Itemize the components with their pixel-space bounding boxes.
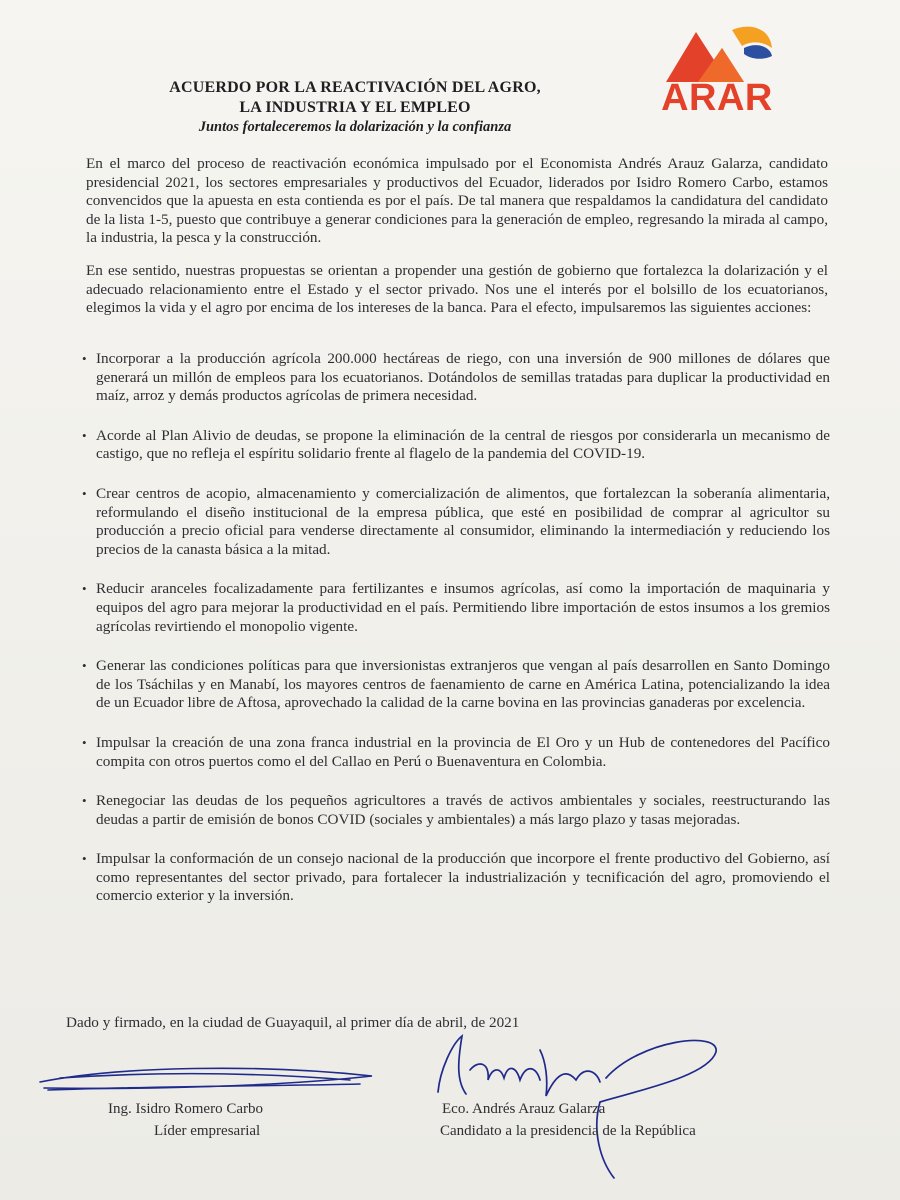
action-text: Incorporar a la producción agrícola 200.000 hectáreas de riego, con una inversión de 900 millones de dólares que generará un millón de empleos para los ecuatorianos. Dotándolos de semillas tratadas para duplicar la productividad en maíz, arroz y demás productos agrícolas de primera necesidad. <box>96 350 830 405</box>
action-text: Crear centros de acopio, almacenamiento y comercialización de alimentos, que fortalezcan la soberanía alimentaria, reformulando el diseño institucional de la empresa pública, que esté en posibilidad de comprar al agricultor su producción a precio oficial para venderse directamente al consumidor, eliminando la intermediación y reduciendo los precios de la canasta básica a la mitad. <box>96 484 830 558</box>
list-item <box>60 580 830 636</box>
intro-paragraph: En el marco del proceso de reactivación económica impulsado por el Economista Andrés Arauz Galarza, candidato presidencial 2021, los sectores empresariales y productivos del Ecuador, liderados por Isidro Romero Carbo, estamos convencidos que la apuesta en esta contienda es por el país. De tal manera que respaldamos la candidatura del candidato de la lista 1-5, puesto que contribuye a generar condiciones para la generación de empleo, regresando la mirada al campo, la industria, la pesca y la construcción. <box>86 155 828 247</box>
action-text: Acorde al Plan Alivio de deudas, se propone la eliminación de la central de riesgos por considerarla un mecanismo de castigo, que no refleja el espíritu solidario frente al flagelo de la pandemia del COVID-19. <box>96 426 830 463</box>
action-text: Generar las condiciones políticas para que inversionistas extranjeros que vengan al país desarrollen en Santo Domingo de los Tsáchilas y en Manabí, los mayores centros de faenamiento de carne en América Latina, potencializando la idea de un Ecuador libre de Aftosa, aprovechado la calidad de la carne bovina en las provincias ganaderas por excelencia. <box>96 657 830 712</box>
action-text: Renegociar las deudas de los pequeños agricultores a través de activos ambientales y sociales, reestructurando las deudas a partir de emisión de bonos COVID (sociales y ambientales) a más largo plazo y tasas mejoradas. <box>96 792 830 828</box>
logo-mark-icon <box>652 20 782 84</box>
arar-logo <box>652 20 782 120</box>
signatory-right <box>440 1098 696 1142</box>
signatory-right-name: Eco. Andrés Arauz Galarza <box>442 1101 606 1117</box>
context-paragraph: En ese sentido, nuestras propuestas se orientan a propender una gestión de gobierno que fortalezca la dolarización y el adecuado relacionamiento entre el Estado y el sector privado. Nos une el interés por el bolsillo de los ecuatorianos, elegimos la vida y el agro por encima de los intereses de la banca. Para el efecto, impulsaremos las siguientes acciones: <box>86 262 828 317</box>
signatory-left-role: Líder empresarial <box>154 1123 261 1139</box>
action-text: Impulsar la conformación de un consejo nacional de la producción que incorpore el frente productivo del Gobierno, así como representantes del sector privado, para fortalecer la industrialización y tecnificación del agro, promoviendo el comercio exterior y la inversión. <box>96 850 830 905</box>
bullet-icon: • <box>82 734 87 750</box>
list-item <box>60 485 830 559</box>
bullet-icon: • <box>82 581 87 597</box>
bullet-icon: • <box>82 851 87 867</box>
actions-list <box>60 350 830 927</box>
action-text: Reducir aranceles focalizadamente para fertilizantes e insumos agrícolas, así como la importación de maquinaria y equipos del agro para mejorar la productividad en el país. Permitiendo libre importación de estos insumos a los gremios agrícolas revirtiendo el monopolio vigente. <box>96 580 830 635</box>
logo-text: ARAR <box>661 77 773 119</box>
bullet-icon: • <box>82 351 87 366</box>
signatory-left-name: Ing. Isidro Romero Carbo <box>108 1101 263 1117</box>
list-item <box>60 657 830 713</box>
signatory-right-role: Candidato a la presidencia de la República <box>440 1123 696 1139</box>
list-item <box>60 734 830 771</box>
document-title-line-1: ACUERDO POR LA REACTIVACIÓN DEL AGRO, <box>169 79 541 96</box>
document-title-line-2: LA INDUSTRIA Y EL EMPLEO <box>239 99 471 116</box>
list-item <box>60 427 830 464</box>
list-item <box>60 350 830 406</box>
action-text: Impulsar la creación de una zona franca industrial en la provincia de El Oro y un Hub de contenedores del Pacífico compita con otros puertos como el del Callao en Perú o Buenaventura en Colombia. <box>96 733 830 770</box>
list-item <box>60 792 830 829</box>
closing-statement: Dado y firmado, en la ciudad de Guayaquil, al primer día de abril, de 2021 <box>66 1014 520 1031</box>
bullet-icon: • <box>82 793 87 809</box>
bullet-icon: • <box>82 658 87 674</box>
signature-left-icon <box>40 1068 372 1090</box>
list-item <box>60 850 830 906</box>
document-subtitle: Juntos fortaleceremos la dolarización y la confianza <box>198 119 512 135</box>
signatory-left <box>108 1098 263 1142</box>
title-block <box>120 78 590 137</box>
bullet-icon: • <box>82 485 87 501</box>
bullet-icon: • <box>82 427 87 443</box>
